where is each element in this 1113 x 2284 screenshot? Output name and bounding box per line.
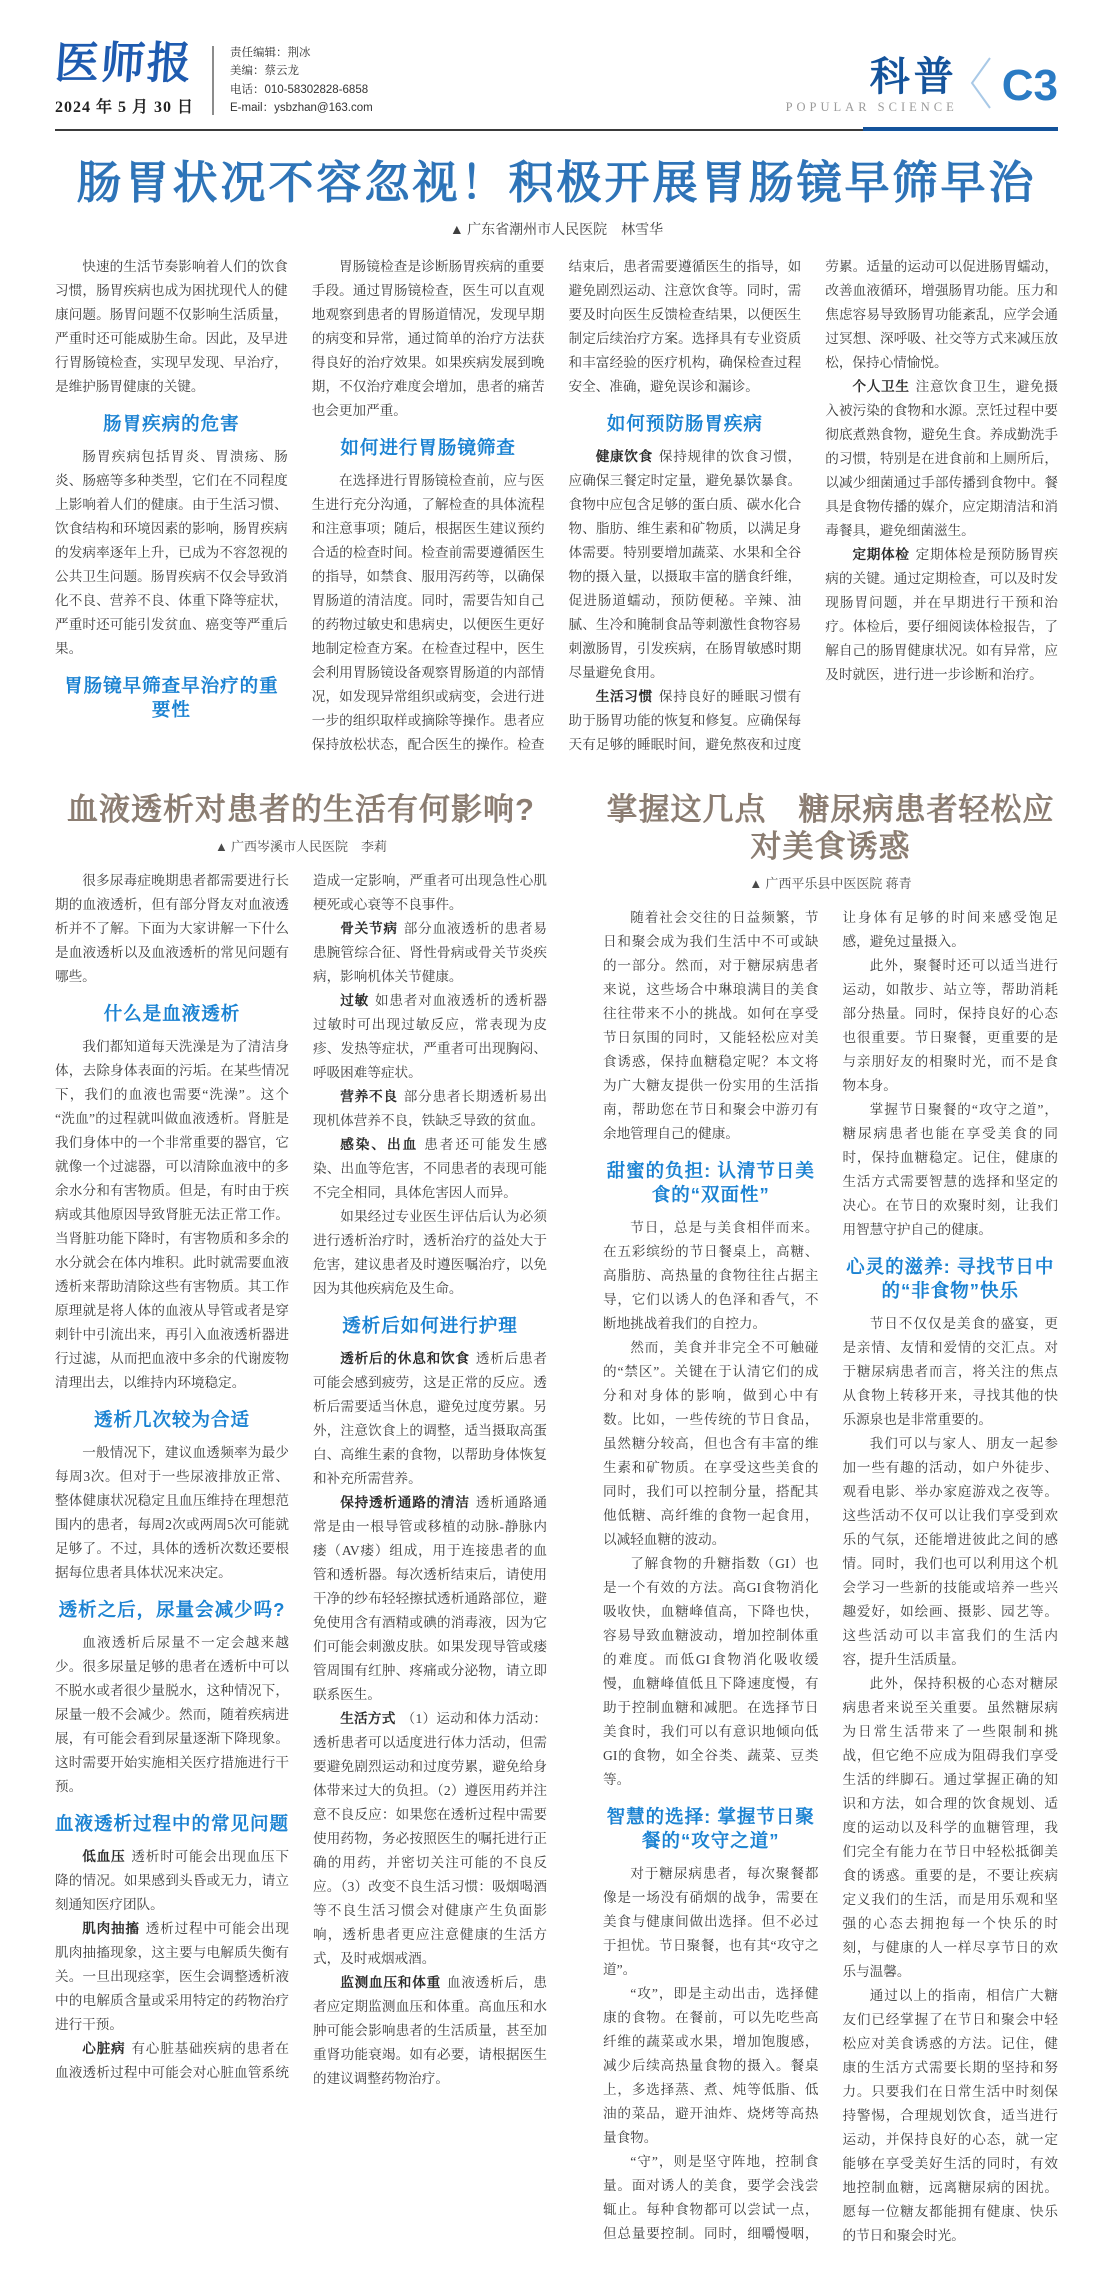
body-paragraph: 低血压 透析时可能会出现血压下降的情况。如果感到头昏或无力，请立刻通知医疗团队。 xyxy=(55,1849,290,1913)
section-subhead: 血液透析过程中的常见问题 xyxy=(55,1813,290,1835)
paragraph-label: 个人卫生 xyxy=(852,378,910,394)
issue-date: 2024 年 5 月 30 日 xyxy=(55,99,195,116)
page-header xyxy=(53,39,1058,117)
header-rule-dark xyxy=(55,129,863,131)
body-paragraph: 胃肠镜检查是诊断肠胃疾病的重要手段。通过胃肠镜检查，医生可以直观地观察到患者的胃肠道情况，发现早期的病变和异常，通过简单的治疗方法获得良好的治疗效果。如果疾病发展到晚期，不仅治疗难度会增加，患者的痛苦也会更加严重。 xyxy=(311,258,545,418)
body-paragraph: 健康饮食 保持规律的饮食习惯，应确保三餐定时定量，避免暴饮暴食。食物中应包含足够的蛋白质、碳水化合物、脂肪、维生素和矿物质，以满足身体需要。特别要增加蔬菜、水果和全谷物的摄入量，以摄取丰富的膳食纤维，促进肠道蠕动，预防便秘。辛辣、油腻、生冷和腌制食品等刺激性食物容易刺激肠胃，引发疾病，在肠胃敏感时期尽量避免食用。 xyxy=(568,448,802,680)
body-paragraph: 肌肉抽搐 透析过程中可能会出现肌肉抽搐现象，这主要与电解质失衡有关。一旦出现痉挛，医生会调整透析液中的电解质含量或采用特定的药物治疗进行干预。 xyxy=(55,1921,290,2033)
body-paragraph: 生活方式 （1）运动和体力活动：透析患者可以适度进行体力活动，但需要避免剧烈运动和过度劳累，避免给身体带来过大的负担。（2）遵医用药并注意不良反应：如果您在透析过程中需要使用药物，务必按照医生的嘱托进行正确的用药，并密切关注可能的不良反应。（3）改变不良生活习惯：吸烟喝酒等不良生活习惯会对健康产生负面影响，透析患者更应注意健康的生活方式，及时戒烟戒酒。 xyxy=(313,1711,548,1967)
article-dialysis-title: 血液透析对患者的生活有何影响? xyxy=(67,791,535,827)
body-paragraph: 监测血压和体重 血液透析后，患者应定期监测血压和体重。高血压和水肿可能会影响患者的生活质量，甚至加重肾功能衰竭。如有必要，请根据医生的建议调整药物治疗。 xyxy=(313,1975,548,2087)
body-paragraph: 随着社会交往的日益频繁，节日和聚会成为我们生活中不可或缺的一部分。然而，对于糖尿病患者来说，这些场合中琳琅满目的美食往往带来不小的挑战。如何在享受节日氛围的同时，又能轻松应对美食诱惑，保持血糖稳定呢？本文将为广大糖友提供一份实用的生活指南，帮助您在节日和聚会中游刃有余地管理自己的健康。 xyxy=(603,910,819,1142)
article-diabetes xyxy=(603,791,1058,2248)
article-diabetes-title: 掌握这几点 糖尿病患者轻松应对美食诱惑 xyxy=(606,791,1055,864)
paragraph-label: 保持透析通路的清洁 xyxy=(340,1495,470,1511)
body-paragraph: 掌握节日聚餐的“攻守之道”，糖尿病患者也能在享受美食的同时，保持血糖稳定。记住，健康的生活方式需要智慧的选择和坚定的决心。在节日的欢聚时刻，让我们用智慧守护自己的健康。 xyxy=(842,1102,1058,1238)
body-paragraph: 心脏病 有心脏基础疾病的患者在血液透析过程中可能会对心脏血管系统造成一定影响，严重者可出现急性心肌梗死或心衰等不良事件。 xyxy=(55,872,547,2081)
body-paragraph: 血液透析后尿量不一定会越来越少。很多尿量足够的患者在透析中可以不脱水或者很少量脱水，这种情况下，尿量一般不会减少。然而，随着疾病进展，有可能会看到尿量逐渐下降现象。这时需要开始实施相关医疗措施进行干预。 xyxy=(55,1635,289,1795)
body-paragraph: 透析后的休息和饮食 透析后患者可能会感到疲劳，这是正常的反应。透析后需要适当休息，避免过度劳累。另外，注意饮食上的调整，适当摄取高蛋白、高维生素的食物，以帮助身体恢复和补充所需营养。 xyxy=(313,1351,548,1487)
body-paragraph: 营养不良 部分患者长期透析易出现机体营养不良，铁缺乏导致的贫血。 xyxy=(313,1088,548,1128)
section-subhead: 智慧的选择: 掌握节日聚餐的“攻守之道” xyxy=(606,1806,815,1852)
body-paragraph: “攻”，即是主动出击，选择健康的食物。在餐前，可以先吃些高纤维的蔬菜或水果，增加饱腹感，减少后续高热量食物的摄入。餐桌上，多选择蒸、煮、炖等低脂、低油的菜品，避开油炸、烧烤等高热量食物。 xyxy=(603,1986,819,2146)
article-gastro-title: 肠胃状况不容忽视！积极开展胃肠镜早筛早治 xyxy=(76,157,1037,208)
chevron-left-icon xyxy=(966,54,994,117)
body-paragraph: 我们可以与家人、朋友一起参加一些有趣的活动，如户外徒步、观看电影、举办家庭游戏之夜等。这些活动不仅可以让我们享受到欢乐的气氛，还能增进彼此之间的感情。同时，我们也可以利用这个机会学习一些新的技能或培养一些兴趣爱好，如绘画、摄影、园艺等。这些活动可以丰富我们的生活内容，提升生活质量。 xyxy=(842,1436,1058,1668)
editor-info xyxy=(230,42,373,117)
body-paragraph: 快速的生活节奏影响着人们的饮食习惯，肠胃疾病也成为困扰现代人的健康问题。肠胃问题不仅影响生活质量，严重时还可能威胁生命。因此，及早进行胃肠镜检查，实现早发现、早治疗，是维护肠胃健康的关键。 xyxy=(55,258,288,394)
article-diabetes-byline: ▲ 广西平乐县中医医院 蒋青 xyxy=(749,876,912,892)
section-subhead: 透析几次较为合适 xyxy=(93,1409,250,1431)
body-paragraph: 在选择进行胃肠镜检查前，应与医生进行充分沟通，了解检查的具体流程和注意事项；随后，根据医生建议预约合适的检查时间。检查前需要遵循医生的指导，如禁食、服用泻药等，以确保胃肠道的清洁度。同时，需要告知自己的药物过敏史和患病史，以便医生更好地制定检查方案。在检查过程中，医生会利用胃肠镜设备观察胃肠道的内部情况，如发现异常组织或病变，会进行进一步的组织取样或摘除等操作。患者应保持放松状态，配合医生的操作。检查结束后，患者需要遵循医生的指导，如避免剧烈运动、注意饮食等。同时，需要及时向医生反馈检查结果，以便医生制定后续治疗方案。选择具有专业资质和丰富经验的医疗机构，确保检查过程安全、准确，避免误诊和漏诊。 xyxy=(311,258,802,752)
section-subhead: 透析之后，尿量会减少吗? xyxy=(58,1599,286,1621)
body-paragraph: 我们都知道每天洗澡是为了清洁身体，去除身体表面的污垢。在某些情况下，我们的血液也需要“洗澡”。这个“洗血”的过程就叫做血液透析。肾脏是我们身体中的一个非常重要的器官，它就像一个过滤器，可以清除血液中的多余水分和有害物质。但是，有时由于疾病或其他原因导致肾脏无法正常工作。当肾脏功能下降时，有害物质和多余的水分就会在体内堆积。此时就需要血液透析来帮助清除这些有害物质。其工作原理就是将人体的血液从导管或者是穿刺针中引流出来，再引入血液透析器进行过滤，从而把血液中多余的代谢废物清理出去，以维持内环境稳定。 xyxy=(55,1039,289,1391)
body-paragraph: “守”，则是坚守阵地，控制食量。面对诱人的美食，要学会浅尝辄止。每种食物都可以尝试一点，但总量要控制。同时，细嚼慢咽，让身体有足够的时间来感受饱足感，避免过量摄入。 xyxy=(603,910,1058,2242)
paragraph-label: 定期体检 xyxy=(852,546,910,562)
masthead-right xyxy=(786,54,1058,117)
body-paragraph: 感染、出血 患者还可能发生感染、出血等危害，不同患者的表现可能不完全相同，具体危害因人而异。 xyxy=(313,1136,548,1200)
body-paragraph: 然而，美食并非完全不可触碰的“禁区”。关键在于认清它们的成分和对身体的影响，做到心中有数。比如，一些传统的节日食品，虽然糖分较高，但也含有丰富的维生素和矿物质。在享受这些美食的同时，我们可以控制分量，搭配其他低糖、高纤维的食物一起食用，以减轻血糖的波动。 xyxy=(603,1340,819,1548)
section-subhead: 胃肠镜早筛查早治疗的重要性 xyxy=(64,674,279,720)
article-gastro-byline: ▲ 广东省潮州市人民医院 林雪华 xyxy=(449,222,664,238)
body-paragraph: 一般情况下，建议血透频率为最少每周3次。但对于一些尿液排放正常、整体健康状况稳定且血压维持在理想范围内的患者，每周2次或两周5次可能就足够了。不过，具体的透析次数还要根据每位患者具体状况来决定。 xyxy=(55,1445,289,1581)
article-gastro-body xyxy=(55,255,1058,757)
paragraph-label: 感染、出血 xyxy=(340,1136,419,1152)
body-paragraph: 定期体检 定期体检是预防肠胃疾病的关键。通过定期检查，可以及时发现肠胃问题，并在早期进行干预和治疗。体检后，要仔细阅读体检报告，了解自己的肠胃健康状况。如有异常，应及时就医，进行进一步诊断和治疗。 xyxy=(825,546,1059,682)
paragraph-label: 健康饮食 xyxy=(595,448,653,464)
article-gastro xyxy=(55,157,1058,757)
body-paragraph: 骨关节病 部分血液透析的患者易患腕管综合征、肾性骨病或骨关节炎疾病，影响机体关节健康。 xyxy=(313,920,548,984)
section-block xyxy=(785,54,958,115)
body-paragraph: 如果经过专业医生评估后认为必须进行透析治疗时，透析治疗的益处大于危害，建议患者及时遵医嘱治疗，以免因为其他疾病危及生命。 xyxy=(313,1208,547,1296)
body-paragraph: 此外，保持积极的心态对糖尿病患者来说至关重要。虽然糖尿病为日常生活带来了一些限制和挑战，但它绝不应成为阻碍我们享受生活的绊脚石。通过掌握正确的知识和方法，如合理的饮食规划、适度的运动以及科学的血糖管理，我们完全有能力在节日中轻松抵御美食的诱惑。重要的是，不要让疾病定义我们的生活，而是用乐观和坚强的心态去拥抱每一个快乐的时刻，与健康的人一样尽享节日的欢乐与温馨。 xyxy=(842,1676,1058,1980)
article-diabetes-body xyxy=(603,906,1058,2248)
paragraph-label: 低血压 xyxy=(82,1849,126,1865)
article-dialysis-body xyxy=(55,869,547,2091)
body-paragraph: 生活习惯 保持良好的睡眠习惯有助于肠胃功能的恢复和修复。应确保每天有足够的睡眠时间，避免熬夜和过度劳累。适量的运动可以促进肠胃蠕动，改善血液循环，增强肠胃功能。压力和焦虑容易导致肠胃功能紊乱，应学会通过冥想、深呼吸、社交等方式来减压放松，保持心情愉悦。 xyxy=(568,258,1058,752)
lower-section xyxy=(55,791,1058,2248)
section-title-cn: 科普 xyxy=(869,54,958,99)
paragraph-label: 肌肉抽搐 xyxy=(82,1921,140,1937)
body-paragraph: 节日不仅仅是美食的盛宴，更是亲情、友情和爱情的交汇点。对于糖尿病患者而言，将关注的焦点从食物上转移开来，寻找其他的快乐源泉也是非常重要的。 xyxy=(842,1316,1058,1428)
paragraph-label: 心脏病 xyxy=(82,2041,126,2057)
section-subhead: 什么是血液透析 xyxy=(103,1002,241,1024)
header-rule-blue xyxy=(863,127,1058,131)
paragraph-label: 透析后的休息和饮食 xyxy=(340,1351,470,1367)
editor-line-chief: 责任编辑：荆冰 xyxy=(230,46,311,59)
section-subhead: 甜蜜的负担: 认清节日美食的“双面性” xyxy=(606,1160,815,1206)
article-dialysis xyxy=(55,791,547,2248)
page-number: C3 xyxy=(1001,60,1058,110)
newspaper-logo: 医师报 xyxy=(53,39,195,88)
paragraph-label: 监测血压和体重 xyxy=(340,1975,441,1991)
paragraph-label: 生活习惯 xyxy=(595,688,653,704)
header-rule xyxy=(55,127,1058,131)
body-paragraph: 保持透析通路的清洁 透析通路通常是由一根导管或移植的动脉-静脉内瘘（AV瘘）组成，用于连接患者的血管和透析器。每次透析结束后，请使用干净的纱布轻轻擦拭透析通路部位，避免使用含有酒精或碘的消毒液，因为它们可能会刺激皮肤。如果发现导管或瘘管周围有红肿、疼痛或分泌物，请立即联系医生。 xyxy=(313,1495,548,1703)
header-divider xyxy=(212,46,214,115)
body-paragraph: 此外，聚餐时还可以适当进行运动，如散步、站立等，帮助消耗部分热量。同时，保持良好的心态也很重要。节日聚餐，更重要的是与亲朋好友的相聚时光，而不是食物本身。 xyxy=(842,958,1058,1094)
paragraph-label: 生活方式 xyxy=(340,1711,396,1727)
section-subhead: 透析后如何进行护理 xyxy=(342,1314,518,1336)
body-paragraph: 节日，总是与美食相伴而来。在五彩缤纷的节日餐桌上，高糖、高脂肪、高热量的食物往往占据主导，它们以诱人的色泽和香气，不断地挑战着我们的自控力。 xyxy=(603,1220,819,1332)
body-paragraph: 很多尿毒症晚期患者都需要进行长期的血液透析，但有部分肾友对血液透析并不了解。下面为大家讲解一下什么是血液透析以及血液透析的常见问题有哪些。 xyxy=(55,872,289,984)
section-subhead: 如何预防肠胃疾病 xyxy=(606,412,763,434)
column-gutter xyxy=(547,791,603,2248)
masthead-left xyxy=(53,39,373,117)
paragraph-label: 过敏 xyxy=(340,992,369,1008)
body-paragraph: 个人卫生 注意饮食卫生，避免摄入被污染的食物和水源。烹饪过程中要彻底煮熟食物，避免生食。养成勤洗手的习惯，特别是在进食前和上厕所后，以减少细菌通过手部传播到食物中。餐具是食物传播的媒介，应定期清洁和消毒餐具，避免细菌滋生。 xyxy=(825,378,1059,538)
body-paragraph: 肠胃疾病包括胃炎、胃溃疡、肠炎、肠癌等多种类型，它们在不同程度上影响着人们的健康。由于生活习惯、饮食结构和环境因素的影响，肠胃疾病的发病率逐年上升，已成为不容忽视的公共卫生问题。肠胃疾病不仅会导致消化不良、营养不良、体重下降等症状，严重时还可能引发贫血、癌变等严重后果。 xyxy=(55,448,288,656)
body-paragraph: 通过以上的指南，相信广大糖友们已经掌握了在节日和聚会中轻松应对美食诱惑的方法。记住，健康的生活方式需要长期的坚持和努力。只要我们在日常生活中时刻保持警惕，合理规划饮食，适当进行运动，并保持良好的心态，就一定能够在享受美好生活的同时，有效地控制血糖，远离糖尿病的困扰。愿每一位糖友都能拥有健康、快乐的节日和聚会时光。 xyxy=(842,1988,1058,2244)
section-subhead: 肠胃疾病的危害 xyxy=(103,412,240,434)
masthead-logo-block xyxy=(53,39,212,117)
section-subhead: 心灵的滋养: 寻找节日中的“非食物”快乐 xyxy=(846,1256,1055,1302)
editor-line-art: 美编：蔡云龙 xyxy=(230,65,300,78)
editor-line-email: E-mail：ysbzhan@163.com xyxy=(230,102,373,115)
section-title-en: POPULAR SCIENCE xyxy=(785,99,958,114)
paragraph-label: 骨关节病 xyxy=(340,920,398,936)
body-paragraph: 了解食物的升糖指数（GI）也是一个有效的方法。高GI食物消化吸收快，血糖峰值高，下降也快，容易导致血糖波动，增加控制体重的难度。而低GI食物消化吸收缓慢，血糖峰值低且下降速度慢，有助于控制血糖和减肥。在选择节日美食时，我们可以有意识地倾向低GI的食物，如全谷类、蔬菜、豆类等。 xyxy=(603,1556,819,1788)
article-dialysis-byline: ▲ 广西岑溪市人民医院 李莉 xyxy=(214,838,388,854)
body-paragraph: 对于糖尿病患者，每次聚餐都像是一场没有硝烟的战争，需要在美食与健康间做出选择。但不必过于担忧。节日聚餐，也有其“攻守之道”。 xyxy=(603,1866,819,1978)
paragraph-label: 营养不良 xyxy=(340,1088,398,1104)
editor-line-phone: 电话：010-58302828-6858 xyxy=(230,83,369,96)
body-paragraph: 过敏 如患者对血液透析的透析器过敏时可出现过敏反应，常表现为皮疹、发热等症状，严重者可出现胸闷、呼吸困难等症状。 xyxy=(313,992,548,1080)
section-subhead: 如何进行胃肠镜筛查 xyxy=(340,436,516,458)
